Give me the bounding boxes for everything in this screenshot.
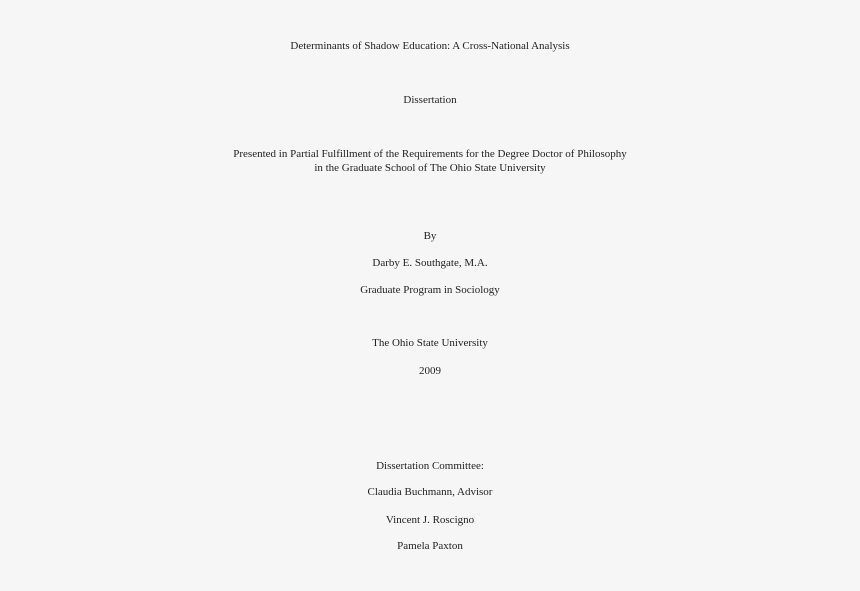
committee-heading: Dissertation Committee:	[376, 460, 484, 472]
fulfillment-statement-line-1: Presented in Partial Fulfillment of the Requirements for the Degree Doctor of Philosophy	[233, 148, 627, 160]
committee-member: Pamela Paxton	[397, 540, 463, 552]
committee-member-advisor: Claudia Buchmann, Advisor	[367, 486, 493, 498]
dissertation-title: Determinants of Shadow Education: A Cross-National Analysis	[290, 40, 570, 52]
year: 2009	[419, 365, 441, 377]
university-name: The Ohio State University	[372, 337, 488, 349]
by-label: By	[423, 230, 437, 242]
fulfillment-statement-line-2: in the Graduate School of The Ohio State University	[314, 162, 546, 174]
graduate-program: Graduate Program in Sociology	[360, 284, 500, 296]
document-type: Dissertation	[403, 94, 457, 106]
author-name: Darby E. Southgate, M.A.	[372, 257, 488, 269]
committee-member: Vincent J. Roscigno	[385, 514, 475, 526]
